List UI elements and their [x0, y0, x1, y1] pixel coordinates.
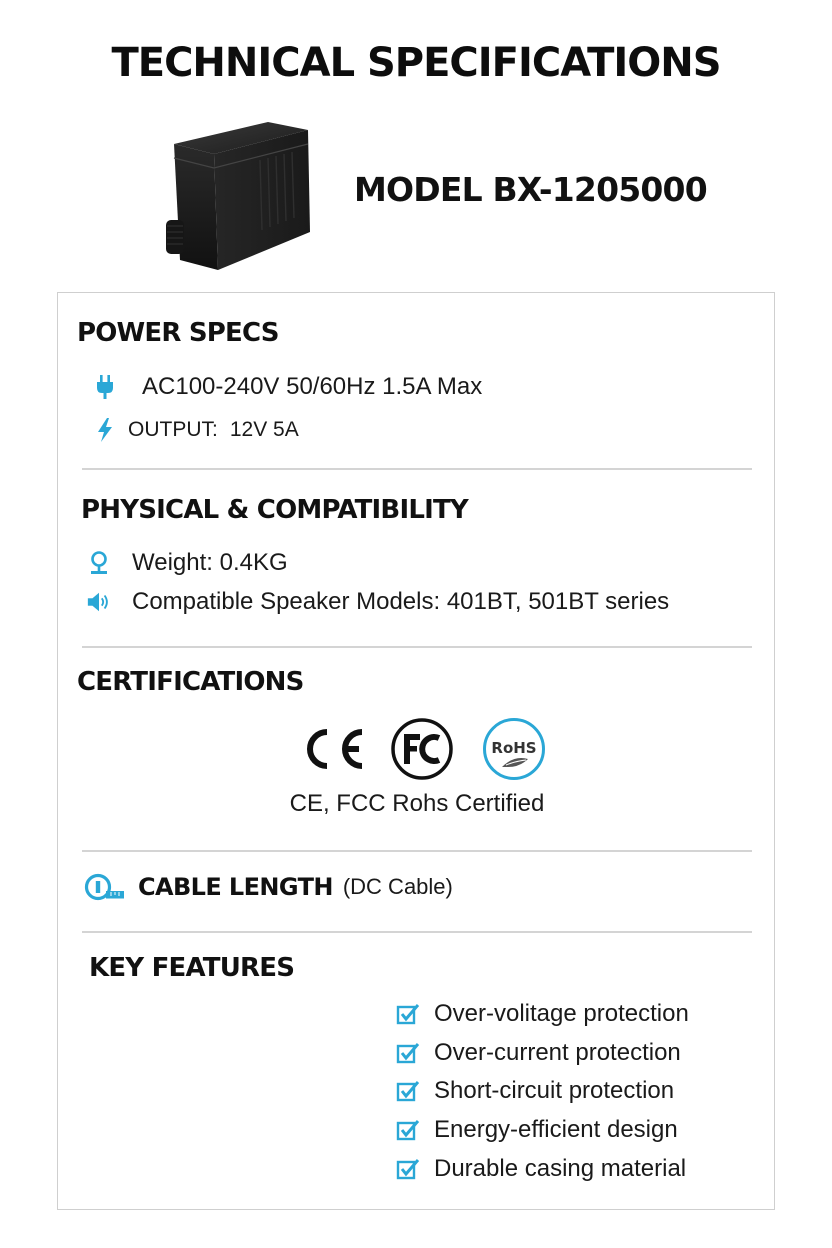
- checkbox-checked-icon: [396, 1041, 420, 1065]
- divider: [82, 646, 752, 648]
- list-item: [396, 1072, 689, 1111]
- list-item: [396, 1111, 689, 1150]
- power-output-row: [92, 417, 299, 443]
- cert-logos: [298, 717, 546, 781]
- feature-label: Energy-efficient design: [434, 1116, 678, 1144]
- page-title: TECHNICAL SPECIFICATIONS: [111, 40, 721, 86]
- rohs-logo: [482, 717, 546, 781]
- svg-text:RoHS: RoHS: [491, 739, 537, 757]
- divider: [82, 850, 752, 852]
- checkbox-checked-icon: [396, 1079, 420, 1103]
- list-item: [396, 1034, 689, 1073]
- power-input-value: AC100-240V 50/60Hz 1.5A Max: [142, 373, 483, 400]
- feature-label: Over-current protection: [434, 1038, 681, 1066]
- checkbox-checked-icon: [396, 1002, 420, 1026]
- divider: [82, 931, 752, 933]
- feature-label: Durable casing material: [434, 1154, 687, 1182]
- power-output-value: 12V 5A: [229, 418, 299, 441]
- weight-value: Weight: 0.4KG: [132, 549, 288, 576]
- cable-note: (DC Cable): [342, 874, 453, 899]
- divider: [82, 468, 752, 470]
- fcc-logo: [390, 717, 454, 781]
- power-specs-title: POWER SPECS: [77, 318, 279, 348]
- feature-label: Over-volitage protection: [434, 1000, 689, 1028]
- cable-row: [84, 871, 453, 903]
- feature-list: [396, 995, 689, 1188]
- compatible-value: Compatible Speaker Models: 401BT, 501BT series: [132, 588, 670, 615]
- checkbox-checked-icon: [396, 1118, 420, 1142]
- cert-caption: CE, FCC Rohs Certified: [289, 790, 545, 817]
- model-title: MODEL BX-1205000: [354, 170, 707, 209]
- plug-icon: [92, 374, 118, 400]
- power-output-label: OUTPUT:: [128, 418, 218, 441]
- certifications-title: CERTIFICATIONS: [77, 667, 304, 697]
- list-item: [396, 995, 689, 1034]
- key-features-title: KEY FEATURES: [89, 953, 295, 983]
- checkbox-checked-icon: [396, 1157, 420, 1181]
- power-adapter-image: [160, 112, 320, 272]
- ce-logo: [298, 724, 364, 774]
- scale-icon: [86, 550, 112, 576]
- physical-title: PHYSICAL & COMPATIBILITY: [81, 495, 468, 525]
- tape-measure-icon: [84, 871, 126, 903]
- compatible-row: [86, 588, 669, 616]
- cable-title: CABLE LENGTH: [138, 873, 333, 901]
- list-item: [396, 1149, 689, 1188]
- weight-row: [86, 549, 288, 577]
- spec-card: [57, 292, 775, 1210]
- speaker-icon: [86, 589, 112, 615]
- feature-label: Short-circuit protection: [434, 1077, 675, 1105]
- bolt-icon: [92, 417, 118, 443]
- power-input-row: [92, 373, 482, 401]
